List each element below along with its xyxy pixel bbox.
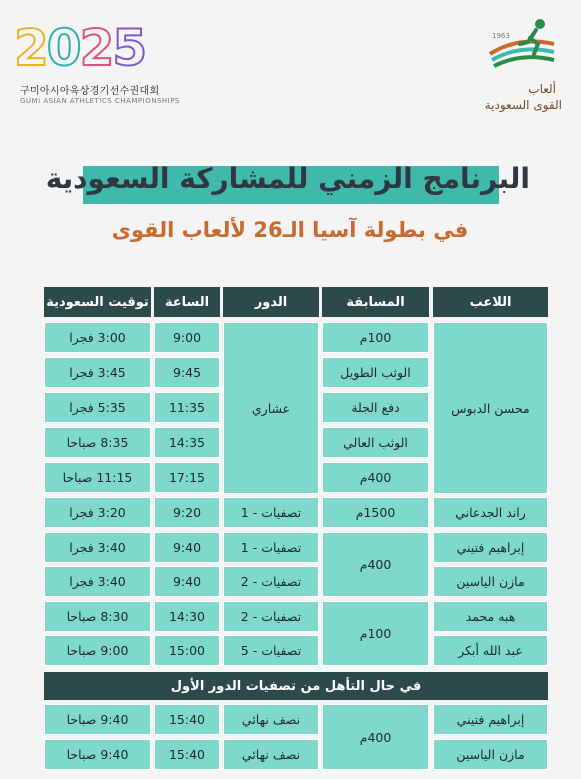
time-cell: 15:40 bbox=[154, 704, 220, 735]
time-cell: 9:20 bbox=[154, 497, 220, 528]
saudi-time-cell: 3:45 فجرا bbox=[44, 357, 151, 388]
athlete-cell: إبراهيم فتيني bbox=[433, 532, 548, 563]
round-cell: تصفيات - 1 bbox=[223, 497, 319, 528]
qualification-note-bar: في حال التأهل من تصفيات الدور الأول bbox=[44, 672, 548, 700]
event-cell: 1500م bbox=[322, 497, 429, 528]
time-cell: 17:15 bbox=[154, 462, 220, 493]
header-round: الدور bbox=[223, 287, 319, 317]
athlete-cell: مازن الياسين bbox=[433, 566, 548, 597]
time-cell: 9:00 bbox=[154, 322, 220, 353]
time-cell: 9:45 bbox=[154, 357, 220, 388]
saudi-time-cell: 9:40 صباحا bbox=[44, 739, 151, 770]
saudi-athletics-logo bbox=[476, 14, 568, 114]
time-cell: 9:40 bbox=[154, 566, 220, 597]
logo-korean-text: 구미아시아육상경기선수권대회 bbox=[20, 86, 160, 97]
saudi-time-cell: 5:35 فجرا bbox=[44, 392, 151, 423]
gumi-2025-logo bbox=[14, 18, 180, 110]
event-cell: 100م bbox=[322, 322, 429, 353]
saudi-time-cell: 3:40 فجرا bbox=[44, 566, 151, 597]
header-saudi-time: توقيت السعودية bbox=[44, 287, 151, 317]
saudi-time-cell: 3:20 فجرا bbox=[44, 497, 151, 528]
time-cell: 9:40 bbox=[154, 532, 220, 563]
event-cell: الوثب العالي bbox=[322, 427, 429, 458]
saudi-time-cell: 8:35 صباحا bbox=[44, 427, 151, 458]
saudi-time-cell: 9:00 صباحا bbox=[44, 635, 151, 666]
runner-icon bbox=[484, 14, 560, 76]
athlete-cell: هبه محمد bbox=[433, 601, 548, 632]
athlete-cell: مازن الياسين bbox=[433, 739, 548, 770]
saudi-time-cell: 3:40 فجرا bbox=[44, 532, 151, 563]
round-cell: تصفيات - 2 bbox=[223, 566, 319, 597]
saudi-time-cell: 3:00 فجرا bbox=[44, 322, 151, 353]
time-cell: 11:35 bbox=[154, 392, 220, 423]
logo-arabic-line1: ألعاب bbox=[528, 82, 556, 96]
header-athlete: اللاعب bbox=[433, 287, 548, 317]
time-cell: 14:30 bbox=[154, 601, 220, 632]
saudi-time-cell: 9:40 صباحا bbox=[44, 704, 151, 735]
event-cell: دفع الجلة bbox=[322, 392, 429, 423]
athlete-cell: محسن الدبوس bbox=[433, 322, 548, 494]
round-cell: نصف نهائي bbox=[223, 704, 319, 735]
page-title: البرنامج الزمني للمشاركة السعودية bbox=[45, 162, 530, 195]
event-cell: الوثب الطويل bbox=[322, 357, 429, 388]
time-cell: 15:00 bbox=[154, 635, 220, 666]
header-time: الساعة bbox=[154, 287, 220, 317]
round-cell: نصف نهائي bbox=[223, 739, 319, 770]
logo-year: 1963 bbox=[492, 32, 510, 40]
time-cell: 15:40 bbox=[154, 739, 220, 770]
round-cell: عشاري bbox=[223, 322, 319, 494]
round-cell: تصفيات - 5 bbox=[223, 635, 319, 666]
athlete-cell: عبد الله أبكر bbox=[433, 635, 548, 666]
event-cell: 400م bbox=[322, 532, 429, 597]
athlete-cell: إبراهيم فتيني bbox=[433, 704, 548, 735]
header-event: المسابقة bbox=[322, 287, 429, 317]
event-cell: 400م bbox=[322, 462, 429, 493]
logo-2025-mark: 2025 bbox=[14, 19, 146, 77]
athlete-cell: راند الجدعاني bbox=[433, 497, 548, 528]
logo-arabic-line2: القوى السعودية bbox=[484, 98, 562, 112]
event-cell: 400م bbox=[322, 704, 429, 770]
round-cell: تصفيات - 1 bbox=[223, 532, 319, 563]
time-cell: 14:35 bbox=[154, 427, 220, 458]
event-cell: 100م bbox=[322, 601, 429, 666]
saudi-time-cell: 8:30 صباحا bbox=[44, 601, 151, 632]
logo-english-text: GUMI ASIAN ATHLETICS CHAMPIONSHIPS bbox=[20, 97, 180, 105]
saudi-time-cell: 11:15 صباحا bbox=[44, 462, 151, 493]
page-subtitle: في بطولة آسيا الـ26 لألعاب القوى bbox=[111, 218, 469, 242]
round-cell: تصفيات - 2 bbox=[223, 601, 319, 632]
